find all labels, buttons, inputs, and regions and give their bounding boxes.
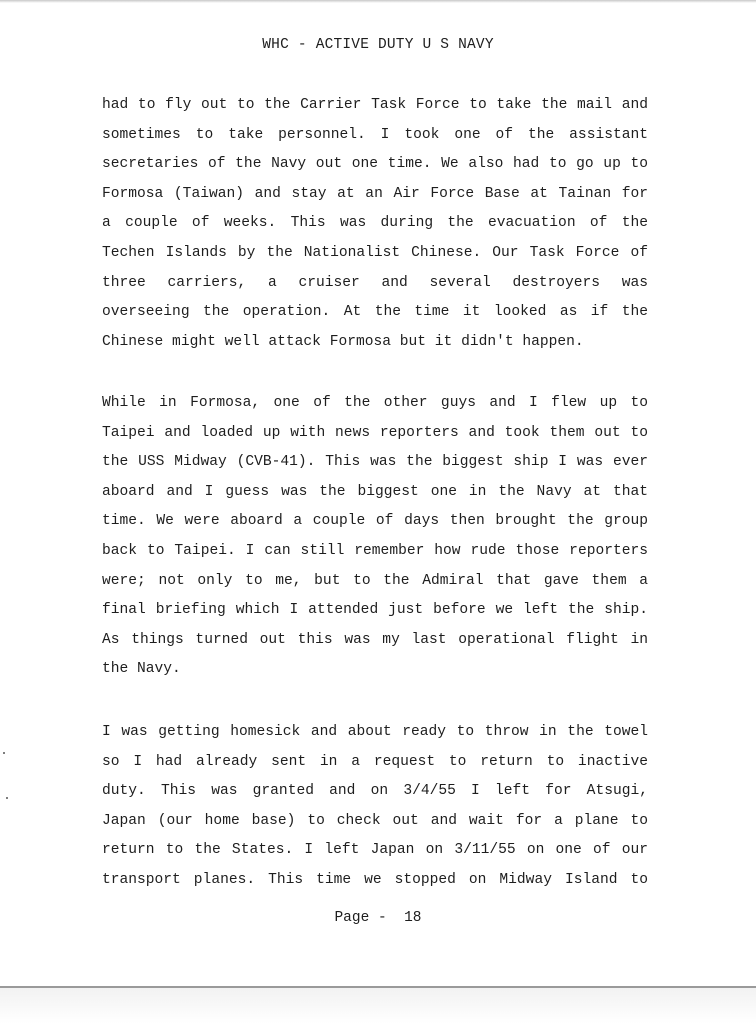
page-number: 18 [404,910,422,926]
scan-top-edge [0,0,756,3]
text-line: Formosa (Taiwan) and stay at an Air Force Base at Tainan for [102,185,648,202]
text-line: back to Taipei. I can still remember how rude those reporters [102,542,648,559]
text-line: were; not only to me, but to the Admiral that gave them a [102,572,648,589]
text-line: the Navy. [102,661,181,678]
text-line: return to the States. I left Japan on 3/11/55 on one of our [102,842,648,859]
page-label: Page - [334,910,387,926]
text-line: so I had already sent in a request to return to inactive [102,753,648,770]
scan-bottom-margin [0,988,756,1024]
scan-speck [3,752,5,754]
text-line: sometimes to take personnel. I took one of the assistant [102,126,648,143]
text-line: Taipei and loaded up with news reporters and took them out to [102,424,648,441]
text-line: duty. This was granted and on 3/4/55 I left for Atsugi, [102,783,648,800]
text-line: Chinese might well attack Formosa but it didn't happen. [102,333,584,350]
paragraph-2 [102,389,648,685]
text-line: had to fly out to the Carrier Task Force to take the mail and [102,97,648,113]
text-line: Techen Islands by the Nationalist Chinese. Our Task Force of [102,244,648,261]
text-line: secretaries of the Navy out one time. We also had to go up to [102,156,648,173]
text-line: overseeing the operation. At the time it looked as if the [102,304,648,321]
text-line: While in Formosa, one of the other guys and I flew up to [102,395,648,411]
text-line: I was getting homesick and about ready to throw in the towel [102,724,648,740]
page-footer [0,910,756,926]
page-header [0,37,756,53]
text-line: the USS Midway (CVB-41). This was the biggest ship I was ever [102,454,648,471]
text-line: Japan (our home base) to check out and wait for a plane to [102,812,648,829]
text-line: final briefing which I attended just before we left the ship. [102,602,648,619]
text-line: three carriers, a cruiser and several destroyers was [102,274,648,291]
page-header-title: WHC - ACTIVE DUTY U S NAVY [262,37,494,53]
text-line: a couple of weeks. This was during the evacuation of the [102,215,648,232]
text-line: As things turned out this was my last operational flight in [102,631,648,648]
text-line: transport planes. This time we stopped on Midway Island to [102,871,648,888]
paragraph-3 [102,718,648,896]
text-line: time. We were aboard a couple of days then brought the group [102,513,648,530]
paragraph-1 [102,91,648,357]
text-line: aboard and I guess was the biggest one in the Navy at that [102,483,648,500]
scan-speck [6,797,8,799]
